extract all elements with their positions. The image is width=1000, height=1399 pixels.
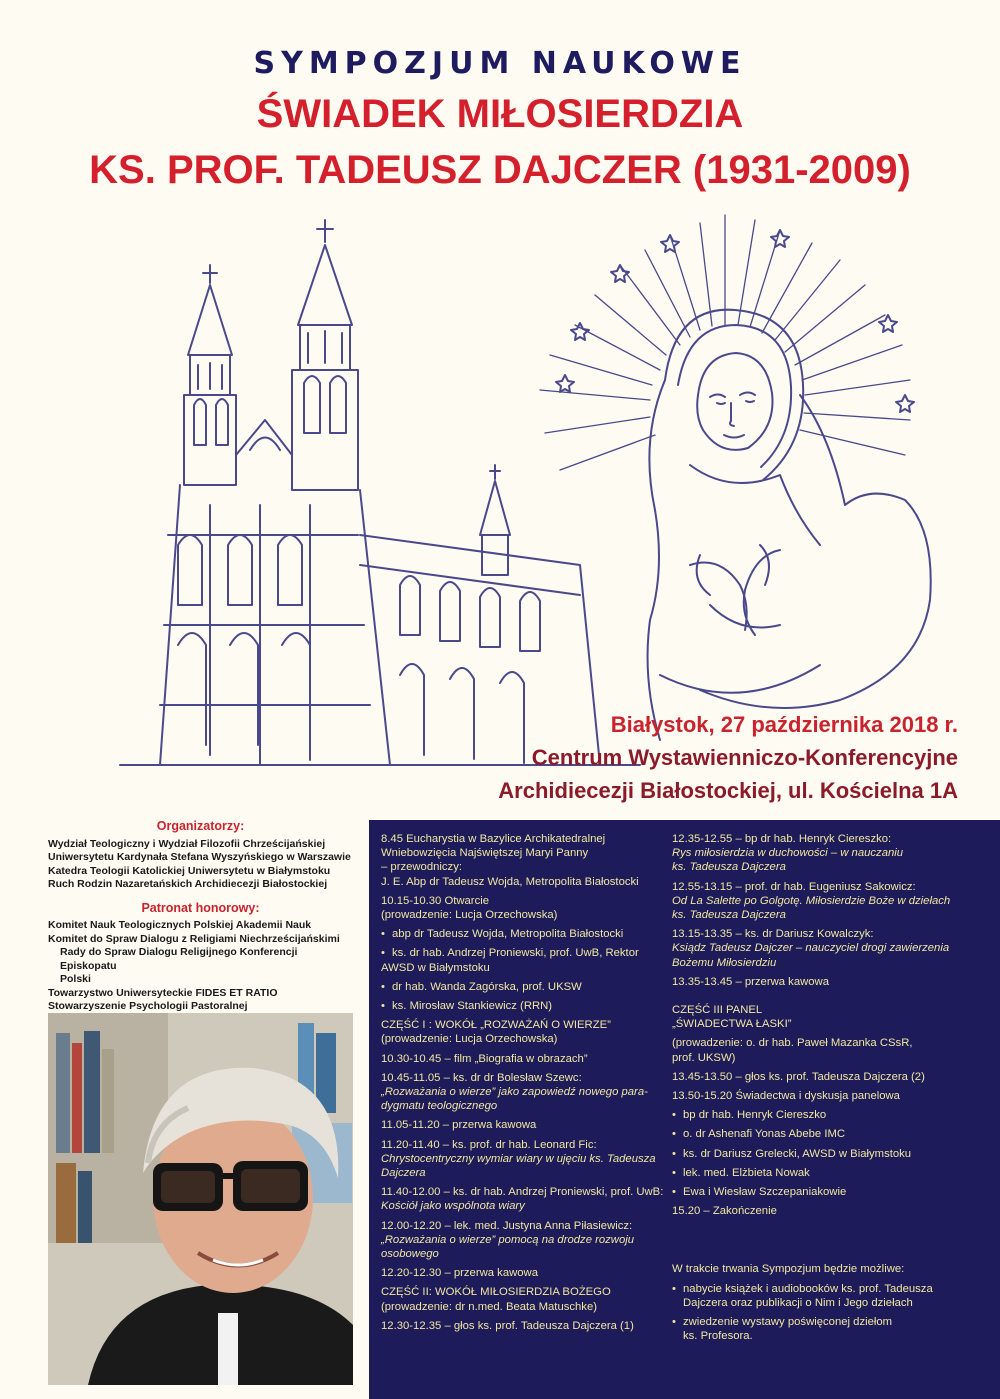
program-line: 13.45-13.50 – głos ks. prof. Tadeusza Dajczera (2) [672, 1070, 925, 1083]
program-line: • abp dr Tadeusz Wojda, Metropolita Białostocki [381, 927, 671, 941]
organizer-line: Katedra Teologii Katolickiej Uniwersytetu w Białymstoku [48, 864, 331, 877]
program-line: 10.30-10.45 – film „Biografia w obrazach” [381, 1052, 588, 1065]
program-line: Chrystocentryczny wymiar wiary w ujęciu ks. Tadeusza [381, 1152, 656, 1165]
program-line: 13.35-13.45 – przerwa kawowa [672, 975, 829, 988]
program-line: 10.45-11.05 – ks. dr dr Bolesław Szewc: [381, 1071, 582, 1084]
header-line-1: SYMPOZJUM NAUKOWE [253, 46, 747, 81]
program-line: 12.00-12.20 – lek. med. Justyna Anna Piłasiewicz: [381, 1219, 633, 1232]
program-line: 13.50-15.20 Świadectwa i dyskusja panelowa [672, 1090, 900, 1103]
program-line: Dajczera [381, 1167, 426, 1180]
program-line: CZĘŚĆ III PANEL [672, 1004, 763, 1017]
program-line: „ŚWIADECTWA ŁASKI” [672, 1018, 792, 1031]
venue-block [498, 708, 958, 807]
program-column-right [672, 832, 972, 1343]
patronage-line: Stowarzyszenie Psychologii Pastoralnej [48, 1000, 248, 1012]
program-line: Wniebowzięcia Najświętszej Maryi Panny [381, 847, 589, 860]
program-line: • ks. dr hab. Andrzej Proniewski, prof. UwB, Rektor [381, 946, 671, 960]
program-line: • dr hab. Wanda Zagórska, prof. UKSW [381, 980, 671, 994]
header-line-3: KS. PROF. TADEUSZ DAJCZER (1931-2009) [89, 148, 911, 192]
organizers-block [48, 820, 353, 1014]
program-line: AWSD w Białymstoku [381, 961, 490, 974]
program-line: CZĘŚĆ II: WOKÓŁ MIŁOSIERDZIA BOŻEGO [381, 1286, 611, 1299]
program-line: • bp dr hab. Henryk Ciereszko [672, 1108, 972, 1122]
program-line: Dajczera oraz publikacji o Nim i Jego dziełach [683, 1296, 913, 1309]
program-line: 15.20 – Zakończenie [672, 1205, 777, 1218]
program-line: Bożemu Miłosierdziu [672, 956, 777, 969]
program-line: 11.40-12.00 – ks. dr hab. Andrzej Proniewski, prof. UwB: [381, 1186, 664, 1199]
header-line-2: ŚWIADEK MIŁOSIERDZIA [256, 92, 744, 136]
program-line: W trakcie trwania Sympozjum będzie możliwe: [672, 1263, 905, 1276]
program-line: (prowadzenie: Lucja Orzechowska) [381, 1033, 558, 1046]
patronage-line: Komitet do Spraw Dialogu z Religiami Niechrześcijańskimi [48, 932, 340, 945]
portrait-photo [48, 1013, 353, 1385]
program-line: • ks. dr Dariusz Grelecki, AWSD w Białymstoku [672, 1147, 972, 1161]
patronage-line: Komitet Nauk Teologicznych Polskiej Akademii Nauk [48, 919, 312, 931]
venue-address: Archidiecezji Białostockiej, ul. Kościelna 1A [498, 778, 958, 803]
program-line: „Rozważania o wierze” pomocą na drodze rozwoju [381, 1233, 635, 1246]
patronage-line: Rady do Spraw Dialogu Religijnego Konferencji Episkopatu [60, 946, 298, 972]
program-line: 12.55-13.15 – prof. dr hab. Eugeniusz Sakowicz: [672, 880, 916, 893]
program-line: 8.45 Eucharystia w Bazylice Archikatedralnej [381, 833, 606, 845]
organizer-line: Ruch Rodzin Nazaretańskich Archidiecezji Białostockiej [48, 878, 328, 890]
program-line: J. E. Abp dr Tadeusz Wojda, Metropolita Białostocki [381, 875, 639, 888]
patronage-heading: Patronat honorowy: [141, 900, 260, 915]
program-line: osobowego [381, 1248, 439, 1261]
program-line: Od La Salette po Golgotę. Miłosierdzie Boże w dziełach [672, 894, 951, 907]
program-line: • zwiedzenie wystawy poświęconej dziełom [672, 1315, 972, 1329]
program-column-left [381, 832, 671, 1333]
program-line: 11.20-11.40 – ks. prof. dr hab. Leonard Fic: [381, 1138, 597, 1151]
program-line: CZĘŚĆ I : WOKÓŁ „ROZWAŻAŃ O WIERZE” [381, 1019, 611, 1032]
program-line: Kościół jako wspólnota wiary [381, 1200, 525, 1213]
program-line: 12.35-12.55 – bp dr hab. Henryk Ciereszko: [672, 833, 892, 845]
program-line: • nabycie książek i audiobooków ks. prof. Tadeusza [672, 1282, 972, 1296]
program-line: Rys miłosierdzia w duchowości – w nauczaniu [672, 847, 904, 860]
program-line: dygmatu teologicznego [381, 1100, 498, 1113]
organizer-line: Wydział Teologiczny i Wydział Filozofii Chrześcijańskiej [48, 837, 326, 850]
patronage-line: Towarzystwo Uniwersyteckie FIDES ET RATIO [48, 986, 278, 999]
program-line: 12.20-12.30 – przerwa kawowa [381, 1267, 538, 1280]
program-line: Ksiądz Tadeusz Dajczer – nauczyciel drogi zawierzenia [672, 942, 950, 955]
program-line: • ks. Mirosław Stankiewicz (RRN) [381, 999, 671, 1013]
program-line: (prowadzenie: Lucja Orzechowska) [381, 909, 558, 922]
program-line: (prowadzenie: dr n.med. Beata Matuschke) [381, 1300, 598, 1313]
program-line: 12.30-12.35 – głos ks. prof. Tadeusza Dajczera (1) [381, 1319, 634, 1332]
patronage-line: Polski [60, 973, 91, 985]
program-line: „Rozważania o wierze” jako zapowiedź nowego para- [381, 1086, 648, 1099]
program-line: 11.05-11.20 – przerwa kawowa [381, 1119, 537, 1132]
organizers-heading: Organizatorzy: [156, 819, 245, 833]
program-line: ks. Profesora. [683, 1330, 753, 1343]
program-panel [369, 820, 1000, 1399]
program-line: • o. dr Ashenafi Yonas Abebe IMC [672, 1127, 972, 1141]
program-line: ks. Tadeusza Dajczera [672, 861, 786, 874]
program-line: 10.15-10.30 Otwarcie [381, 894, 490, 907]
program-line: – przewodniczy: [381, 861, 462, 874]
program-line: prof. UKSW) [672, 1051, 736, 1064]
organizer-line: Uniwersytetu Kardynała Stefana Wyszyńskiego w Warszawie [48, 851, 351, 863]
venue-place: Centrum Wystawienniczo-Konferencyjne [531, 745, 958, 770]
program-line: • Ewa i Wiesław Szczepaniakowie [672, 1185, 972, 1199]
program-line: • lek. med. Elżbieta Nowak [672, 1166, 972, 1180]
program-line: ks. Tadeusza Dajczera [672, 909, 786, 922]
venue-date: Białystok, 27 października 2018 r. [610, 712, 958, 737]
program-line: (prowadzenie: o. dr hab. Paweł Mazanka CSsR, [672, 1037, 913, 1050]
program-line: 13.15-13.35 – ks. dr Dariusz Kowalczyk: [672, 928, 874, 941]
